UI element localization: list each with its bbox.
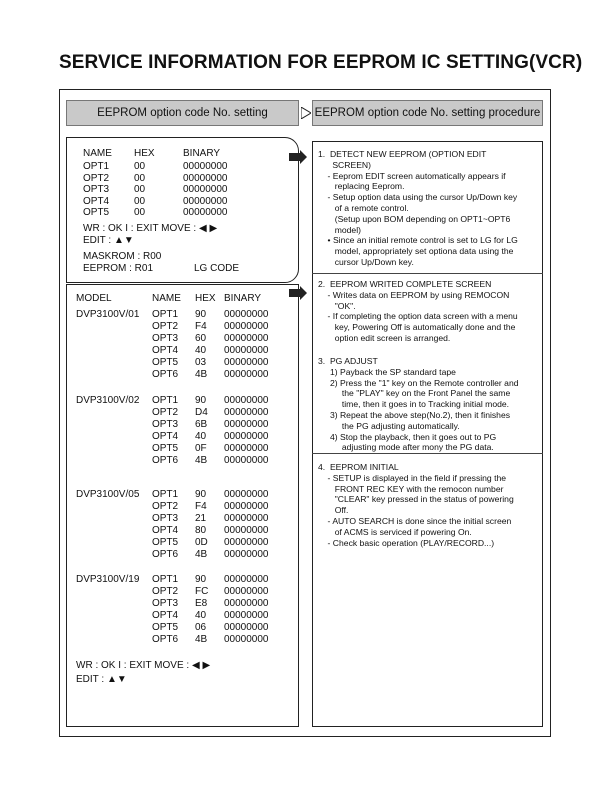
option-hex: 21 [195,512,207,524]
option-hex: 90 [195,309,207,320]
option-name: OPT1 [152,395,179,406]
option-hex: 4B [195,633,208,645]
option-hex: 0F [195,442,207,454]
option-name: OPT6 [152,454,179,466]
option-binary: 00000000 [183,195,228,207]
option-name: OPT3 [152,597,179,609]
lg-code: LG CODE [194,263,240,274]
procedure-line: - If completing the option data screen with a menu [318,311,518,322]
option-binary: 00000000 [224,585,269,597]
option-name: OPT2 [152,500,179,512]
left-triangle-icon: ◀ [198,223,207,234]
col-name-header: NAME [83,148,112,159]
procedure-line: FRONT REC KEY with the remocon number [318,483,504,494]
header-setting-procedure: EEPROM option code No. setting procedure [312,100,543,126]
edit-text: EDIT : [76,674,105,685]
header-option-code-setting: EEPROM option code No. setting [66,100,299,126]
option-hex: E8 [195,597,208,609]
procedure-line: option edit screen is arranged. [318,333,451,343]
procedure-line: 3. PG ADJUST [318,356,378,366]
option-hex: 6B [195,418,208,430]
option-name: OPT5 [152,356,179,368]
edit-text: EDIT : [83,235,112,246]
procedure-line: 4) Stop the playback, then it goes out to PG [318,431,497,442]
option-binary: 00000000 [224,309,269,320]
procedure-line: 1. DETECT NEW EEPROM (OPTION EDIT [318,149,487,159]
option-name: OPT5 [152,442,179,454]
option-hex: FC [195,585,209,597]
model-name: DVP3100V/05 [76,489,140,500]
procedure-line: • Since an initial remote control is set to LG for LG [318,235,518,246]
option-hex: 06 [195,621,207,633]
procedure-line: the "PLAY" key on the Front Panel the same [318,388,511,399]
procedure-line: 2. EEPROM WRITED COMPLETE SCREEN [318,279,492,289]
option-binary: 00000000 [224,442,269,454]
procedure-line: model) [318,224,361,235]
option-name: OPT2 [152,585,179,597]
right-arrow-icon [289,286,307,300]
up-down-triangle-icon: ▲▼ [106,674,127,685]
controls-line [83,223,217,235]
option-binary: 00000000 [183,184,228,196]
option-binary: 00000000 [224,454,269,466]
model-name: DVP3100V/02 [76,395,140,406]
maskrom-version: MASKROM : R00 [83,251,162,262]
option-hex: 40 [195,609,207,621]
option-binary: 00000000 [224,548,269,560]
procedure-line: - Eeprom EDIT screen automatically appears if [318,170,506,181]
option-name: OPT3 [83,184,110,196]
option-binary: 00000000 [183,161,228,172]
col-hex-header: HEX [195,293,216,304]
procedure-line: - Check basic operation (PLAY/RECORD...) [318,537,495,548]
option-hex: 00 [134,207,146,219]
option-binary: 00000000 [224,524,269,536]
option-hex: 90 [195,489,207,500]
col-binary-header: BINARY [224,293,262,304]
option-binary: 00000000 [224,406,269,418]
option-binary: 00000000 [183,172,228,184]
option-name: OPT6 [152,633,179,645]
option-name: OPT2 [152,406,179,418]
section-divider [312,453,543,454]
procedure-line: 1) Payback the SP standard tape [318,366,456,377]
col-model-header: MODEL [76,293,112,304]
option-hex: F4 [195,320,207,332]
option-name: OPT4 [152,344,179,356]
option-name: OPT4 [83,195,110,207]
option-hex: 40 [195,344,207,356]
procedure-line: 4. EEPROM INITIAL [318,462,399,472]
option-binary: 00000000 [224,344,269,356]
procedure-line: cursor Up/Down key. [318,257,414,267]
col-binary-header: BINARY [183,148,221,159]
edit-line [83,235,134,247]
option-name: OPT2 [83,172,110,184]
option-hex: 40 [195,430,207,442]
option-binary: 00000000 [224,368,269,380]
option-binary: 00000000 [224,597,269,609]
procedure-line: - AUTO SEARCH is done since the initial screen [318,516,512,526]
left-triangle-icon: ◀ [191,660,200,671]
option-name: OPT5 [152,536,179,548]
option-hex: F4 [195,500,207,512]
right-triangle-icon: ▶ [209,223,218,234]
option-name: OPT4 [152,524,179,536]
procedure-line: - SETUP is displayed in the field if pressing the [318,472,507,483]
eeprom-version: EEPROM : R01 [83,263,154,274]
option-name: OPT1 [152,574,179,585]
procedure-line: of ACMS is serviced if powering On. [318,526,472,537]
option-name: OPT5 [152,621,179,633]
procedure-line: of a remote control. [318,203,409,213]
up-down-triangle-icon: ▲▼ [113,235,134,246]
controls-line [76,660,210,672]
option-binary: 00000000 [224,320,269,332]
option-binary: 00000000 [224,500,269,512]
procedure-line: time, then it goes in to Tracking initial mode. [318,399,510,410]
option-binary: 00000000 [224,536,269,548]
option-binary: 00000000 [224,633,269,645]
option-hex: 0D [195,536,208,548]
option-name: OPT1 [83,161,110,172]
section-divider [312,273,543,274]
procedure-line: the PG adjusting automatically. [318,420,460,431]
model-option-table [66,284,299,727]
controls-text: WR : OK I : EXIT MOVE : [83,223,197,234]
option-edit-screen [66,137,299,283]
option-binary: 00000000 [224,574,269,585]
procedure-line: - Writes data on EEPROM by using REMOCON [318,289,510,300]
option-name: OPT1 [152,309,179,320]
procedure-line: "CLEAR" key pressed in the status of powering [318,494,514,505]
edit-line [76,674,127,686]
model-name: DVP3100V/19 [76,574,140,585]
option-hex: 03 [195,356,207,368]
option-hex: 4B [195,548,208,560]
procedure-line: SCREEN) [318,159,372,170]
option-hex: 60 [195,332,207,344]
option-binary: 00000000 [224,332,269,344]
procedure-line: model, appropriately set optiona data using the [318,246,514,257]
option-binary: 00000000 [224,489,269,500]
option-hex: 00 [134,195,146,207]
option-name: OPT2 [152,320,179,332]
option-binary: 00000000 [224,621,269,633]
right-arrow-icon [301,107,311,119]
right-arrow-icon [289,150,307,164]
procedure-line: 3) Repeat the above step(No.2), then it finishes [318,410,511,420]
option-hex: 00 [134,172,146,184]
option-name: OPT1 [152,489,179,500]
procedure-line: Off. [318,505,349,516]
option-hex: 90 [195,395,207,406]
option-name: OPT5 [83,207,110,219]
procedure-line: 2) Press the "1" key on the Remote controller and [318,377,519,388]
procedure-line: "OK". [318,300,356,311]
procedure-line: - Setup option data using the cursor Up/Down key [318,192,518,203]
option-name: OPT6 [152,368,179,380]
option-name: OPT4 [152,430,179,442]
option-binary: 00000000 [224,609,269,621]
procedure-line: (Setup upon BOM depending on OPT1~OPT6 [318,213,511,224]
option-hex: 90 [195,574,207,585]
procedure-line: adjusting mode after mony the PG data. [318,442,494,453]
option-name: OPT3 [152,512,179,524]
option-binary: 00000000 [224,512,269,524]
option-name: OPT6 [152,548,179,560]
option-name: OPT3 [152,332,179,344]
option-hex: 00 [134,184,146,196]
procedure-line: replacing Eeprom. [318,181,405,192]
option-name: OPT3 [152,418,179,430]
option-binary: 00000000 [224,395,269,406]
procedure-line: key, Powering Off is automatically done and the [318,322,516,333]
option-name: OPT4 [152,609,179,621]
option-hex: 00 [134,161,146,172]
option-hex: D4 [195,406,208,418]
option-hex: 4B [195,368,208,380]
controls-text: WR : OK I : EXIT MOVE : [76,660,190,671]
option-binary: 00000000 [224,356,269,368]
option-binary: 00000000 [224,430,269,442]
right-triangle-icon: ▶ [202,660,211,671]
option-hex: 80 [195,524,207,536]
page-title: SERVICE INFORMATION FOR EEPROM IC SETTING(VCR) [59,52,583,73]
col-hex-header: HEX [134,148,155,159]
option-hex: 4B [195,454,208,466]
option-binary: 00000000 [224,418,269,430]
col-name-header: NAME [152,293,181,304]
option-binary: 00000000 [183,207,228,219]
model-name: DVP3100V/01 [76,309,140,320]
